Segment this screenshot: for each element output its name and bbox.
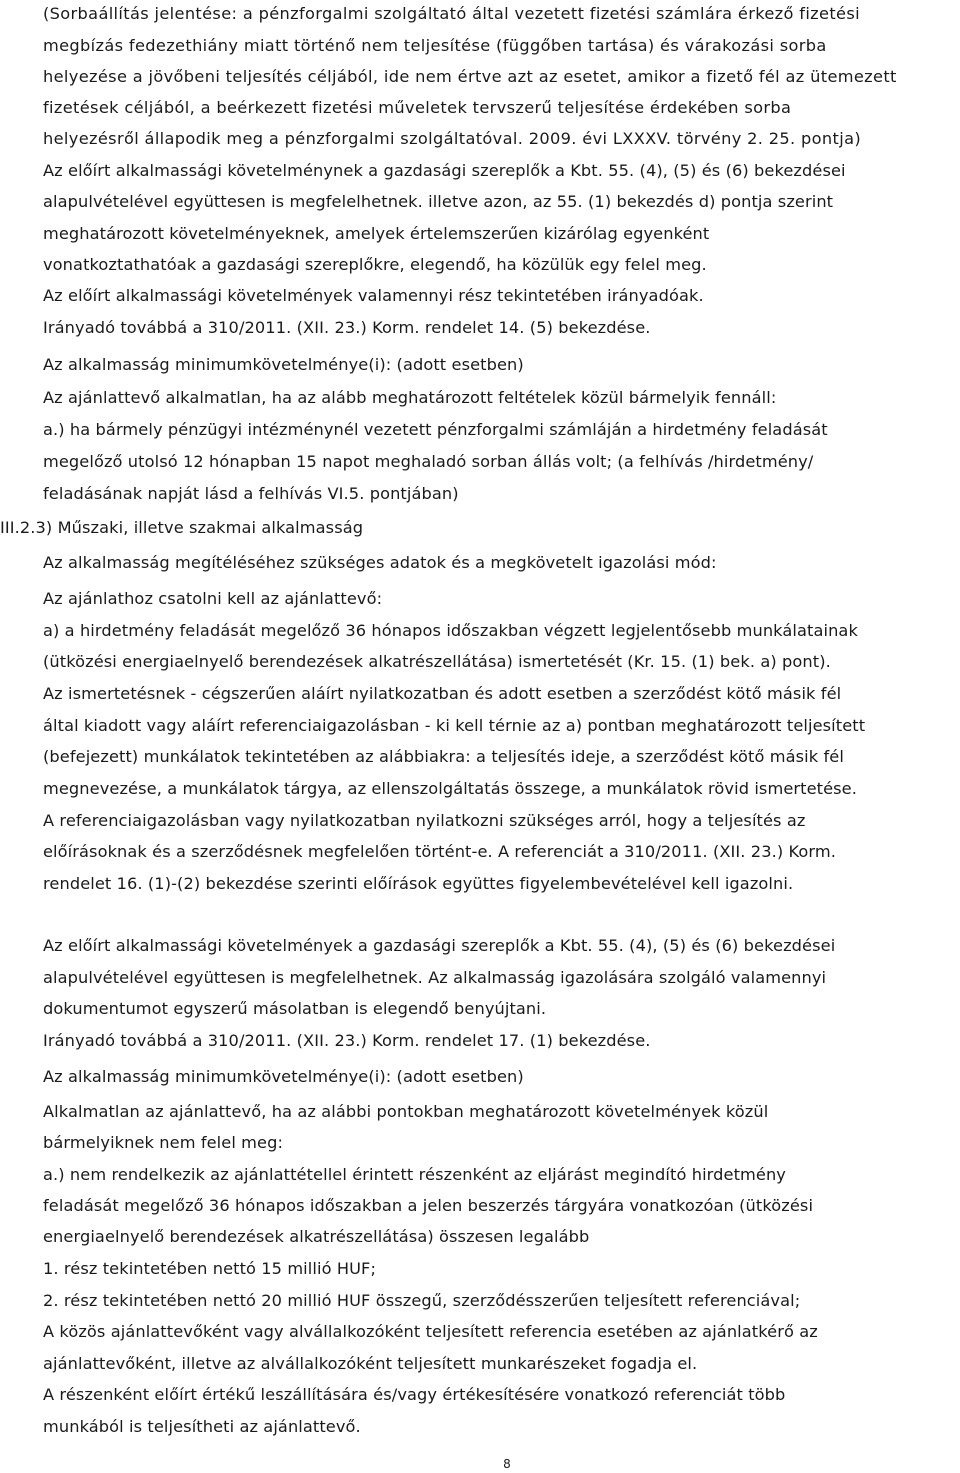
subheading: Az alkalmasság minimumkövetelménye(i): (adott esetben) [43,355,524,374]
text-line: Az előírt alkalmassági követelmények a gazdasági szereplők a Kbt. 55. (4), (5) és (6) bekezdései [43,936,836,955]
text-line: A részenként előírt értékű leszállítására és/vagy értékesítésére vonatkozó referenciát több [43,1385,786,1404]
subheading: Az alkalmasság megítéléséhez szükséges adatok és a megkövetelt igazolási mód: [43,553,717,572]
text-line: dokumentumot egyszerű másolatban is elegendő benyújtani. [43,999,547,1018]
text-line: A közös ajánlattevőként vagy alvállalkozóként teljesített referencia esetében az ajánlatkérő az [43,1322,818,1341]
text-line: Az ismertetésnek - cégszerűen aláírt nyilatkozatban és adott esetben a szerződést kötő másik fél [43,684,842,703]
text-line: alapulvételével együttesen is megfelelhetnek. Az alkalmasság igazolására szolgáló valamennyi [43,968,827,987]
text-line: munkából is teljesítheti az ajánlattevő. [43,1417,361,1436]
text-line: rendelet 16. (1)-(2) bekezdése szerinti előírások együttes figyelembevételével kell igazolni. [43,874,794,893]
text-line: helyezésről állapodik meg a pénzforgalmi szolgáltatóval. 2009. évi LXXXV. törvény 2. 25. pontja) [43,129,862,148]
text-line: ajánlattevőként, illetve az alvállalkozóként teljesített munkarészeket fogadja el. [43,1354,698,1373]
section-heading: III.2.3) Műszaki, illetve szakmai alkalmasság [0,518,364,537]
text-line: alapulvételével együttesen is megfelelhetnek. illetve azon, az 55. (1) bekezdés d) pontja szerint [43,192,834,211]
text-line: által kiadott vagy aláírt referenciaigazolásban - ki kell térnie az a) pontban meghatározott teljesített [43,716,866,735]
text-line: megelőző utolsó 12 hónapban 15 napot meghaladó sorban állás volt; (a felhívás /hirdetmény/ [43,452,814,471]
text-line: Irányadó továbbá a 310/2011. (XII. 23.) Korm. rendelet 14. (5) bekezdése. [43,318,651,337]
text-line: vonatkoztathatóak a gazdasági szereplőkre, elegendő, ha közülük egy felel meg. [43,255,707,274]
text-line: Az előírt alkalmassági követelménynek a gazdasági szereplők a Kbt. 55. (4), (5) és (6) bekezdései [43,161,846,180]
page-number: 8 [503,1457,511,1471]
text-line: a.) nem rendelkezik az ajánlattétellel érintett részenként az eljárást megindító hirdetmény [43,1165,786,1184]
text-line: bármelyiknek nem felel meg: [43,1133,284,1152]
text-line: feladását megelőző 36 hónapos időszakban a jelen beszerzés tárgyára vonatkozóan (ütközési [43,1196,814,1215]
text-line: Irányadó továbbá a 310/2011. (XII. 23.) Korm. rendelet 17. (1) bekezdése. [43,1031,651,1050]
text-line: a) a hirdetmény feladását megelőző 36 hónapos időszakban végzett legjelentősebb munkálatainak [43,621,858,640]
text-line: Az ajánlattevő alkalmatlan, ha az alább meghatározott feltételek közül bármelyik fennáll: [43,388,777,407]
text-line: (Sorbaállítás jelentése: a pénzforgalmi szolgáltató által vezetett fizetési számlára érkező fizetési [43,4,860,23]
text-line: a.) ha bármely pénzügyi intézménynél vezetett pénzforgalmi számláján a hirdetmény feladását [43,420,828,439]
text-line: Alkalmatlan az ajánlattevő, ha az alábbi pontokban meghatározott követelmények közül [43,1102,769,1121]
text-line: energiaelnyelő berendezések alkatrészellátása) összesen legalább [43,1227,590,1246]
text-line: előírásoknak és a szerződésnek megfelelően történt-e. A referenciát a 310/2011. (XII. 23.) Korm. [43,842,836,861]
text-line: meghatározott követelményeknek, amelyek értelemszerűen kizárólag egyenként [43,224,710,243]
text-line: megbízás fedezethiány miatt történő nem teljesítése (függőben tartása) és várakozási sorba [43,36,827,55]
text-line: Az előírt alkalmassági követelmények valamennyi rész tekintetében irányadóak. [43,286,704,305]
text-line: Az ajánlathoz csatolni kell az ajánlattevő: [43,589,383,608]
text-line: fizetések céljából, a beérkezett fizetési műveletek tervszerű teljesítése érdekében sorba [43,98,792,117]
text-line: helyezése a jövőbeni teljesítés céljából, ide nem értve azt az esetet, amikor a fizető fél az ütemezett [43,67,897,86]
text-line: megnevezése, a munkálatok tárgya, az ellenszolgáltatás összege, a munkálatok rövid ismertetése. [43,779,857,798]
text-line: A referenciaigazolásban vagy nyilatkozatban nyilatkozni szükséges arról, hogy a teljesítés az [43,811,806,830]
text-line: feladásának napját lásd a felhívás VI.5. pontjában) [43,484,459,503]
text-line: 1. rész tekintetében nettó 15 millió HUF; [43,1259,377,1278]
text-line: (ütközési energiaelnyelő berendezések alkatrészellátása) ismertetését (Kr. 15. (1) bek. a) pont). [43,652,831,671]
subheading: Az alkalmasság minimumkövetelménye(i): (adott esetben) [43,1067,524,1086]
text-line: 2. rész tekintetében nettó 20 millió HUF összegű, szerződésszerűen teljesített referenciával; [43,1291,801,1310]
text-line: (befejezett) munkálatok tekintetében az alábbiakra: a teljesítés ideje, a szerződést kötő másik fél [43,747,844,766]
